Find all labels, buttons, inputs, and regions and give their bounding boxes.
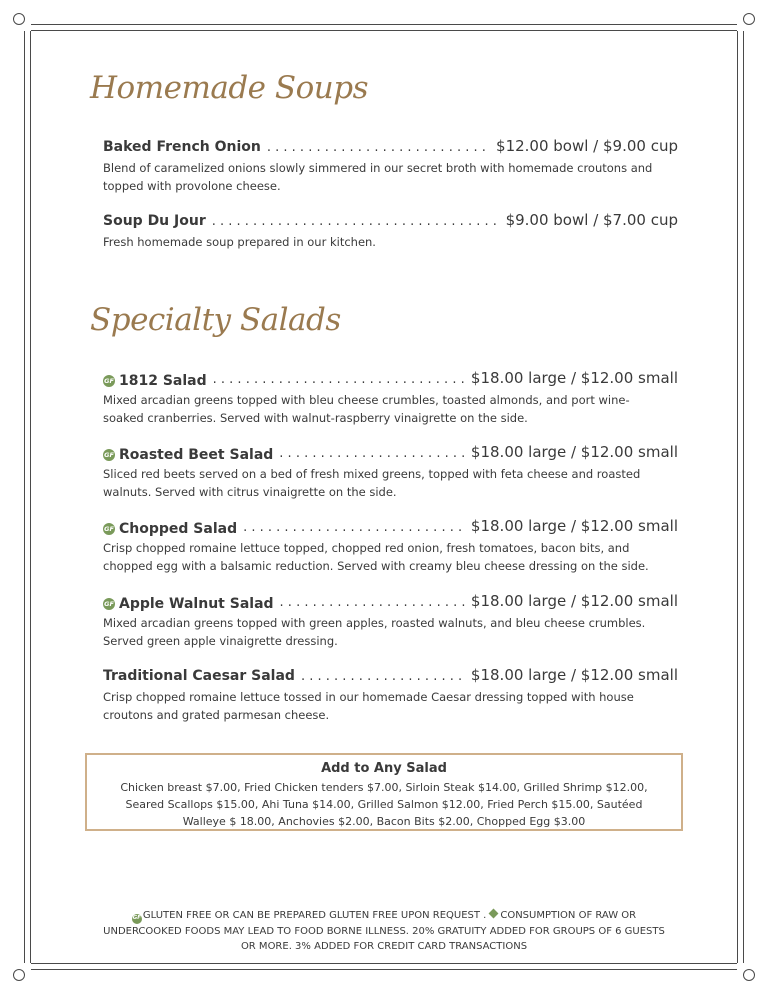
dot-leader <box>301 669 465 684</box>
item-name: Soup Du Jour <box>103 213 206 229</box>
gluten-free-icon: GF <box>104 600 114 608</box>
item-description: Mixed arcadian greens topped with bleu cheese crumbles, toasted almonds, and port wine-soaked cranberries. Served with walnut-raspberry vinaigrette on the side. <box>103 393 630 425</box>
item-description: Sliced red beets served on a bed of fresh mixed greens, topped with feta cheese and roasted walnuts. Served with citrus vinaigrette on the side. <box>103 467 641 499</box>
addon-text: Chicken breast $7.00, Fried Chicken tenders $7.00, Sirloin Steak $14.00, Grilled Shrimp $12.00, Seared Scallops $15.00, Ahi Tuna $14.00, Grilled Salmon $12.00, Fried Perch $15.00, Sautéed Walleye $ 18.00, Anchovies $2.00, Bacon Bits $2.00, Chopped Egg $3.00 <box>120 781 648 828</box>
corner-ornament <box>19 19 31 31</box>
item-description: Blend of caramelized onions slowly simmered in our secret broth with homemade croutons and topped with provolone cheese. <box>103 161 653 193</box>
menu-item <box>103 137 678 195</box>
gluten-free-icon: GF <box>132 914 142 924</box>
menu-item <box>103 517 678 575</box>
dot-leader <box>267 140 490 155</box>
diamond-icon <box>489 909 499 919</box>
corner-ornament <box>19 963 31 975</box>
dot-leader <box>212 214 500 229</box>
item-price: $18.00 large / $12.00 small <box>470 517 678 535</box>
item-name: Apple Walnut Salad <box>119 596 274 612</box>
item-price: $18.00 large / $12.00 small <box>470 369 678 387</box>
item-name: Baked French Onion <box>103 139 261 155</box>
corner-ornament <box>737 963 749 975</box>
menu-item <box>103 211 678 251</box>
item-price: $12.00 bowl / $9.00 cup <box>496 137 678 155</box>
corner-ornament <box>737 19 749 31</box>
dot-leader <box>213 372 465 387</box>
gluten-free-icon: GF <box>104 451 114 459</box>
item-price: $9.00 bowl / $7.00 cup <box>505 211 678 229</box>
item-price: $18.00 large / $12.00 small <box>470 592 678 610</box>
addon-box <box>85 753 683 831</box>
salads-title: Specialty Salads <box>90 302 341 338</box>
dot-leader <box>279 446 465 461</box>
item-description: Fresh homemade soup prepared in our kitchen. <box>103 235 376 249</box>
gluten-free-note: GLUTEN FREE OR CAN BE PREPARED GLUTEN FREE UPON REQUEST . <box>142 910 487 921</box>
menu-item <box>103 443 678 501</box>
menu-item <box>103 592 678 650</box>
item-price: $18.00 large / $12.00 small <box>470 666 678 684</box>
item-description: Mixed arcadian greens topped with green apples, roasted walnuts, and bleu cheese crumbles. Served green apple vinaigrette dressing. <box>103 616 646 648</box>
raw-food-note: CONSUMPTION OF RAW OR UNDERCOOKED FOODS MAY LEAD TO FOOD BORNE ILLNESS. 20% GRATUITY ADDED FOR GROUPS OF 6 GUESTS OR MORE. 3% ADDED FOR CREDIT CARD TRANSACTIONS <box>103 910 665 952</box>
item-price: $18.00 large / $12.00 small <box>470 443 678 461</box>
menu-item <box>103 666 678 724</box>
gluten-free-icon: GF <box>104 525 114 533</box>
dot-leader <box>243 520 465 535</box>
gluten-free-icon: GF <box>104 377 114 385</box>
item-name: Traditional Caesar Salad <box>103 668 295 684</box>
item-name: Chopped Salad <box>119 521 238 537</box>
dot-leader <box>280 595 465 610</box>
item-description: Crisp chopped romaine lettuce tossed in our homemade Caesar dressing topped with house croutons and grated parmesan cheese. <box>103 690 634 722</box>
menu-item <box>103 369 678 427</box>
footer-note <box>100 908 668 954</box>
item-name: Roasted Beet Salad <box>119 447 274 463</box>
item-name: 1812 Salad <box>119 373 207 389</box>
soups-title: Homemade Soups <box>90 70 368 106</box>
item-description: Crisp chopped romaine lettuce topped, chopped red onion, fresh tomatoes, bacon bits, and chopped egg with a balsamic reduction. Served with creamy bleu cheese dressing on the side. <box>103 541 649 573</box>
addon-title: Add to Any Salad <box>321 761 447 776</box>
